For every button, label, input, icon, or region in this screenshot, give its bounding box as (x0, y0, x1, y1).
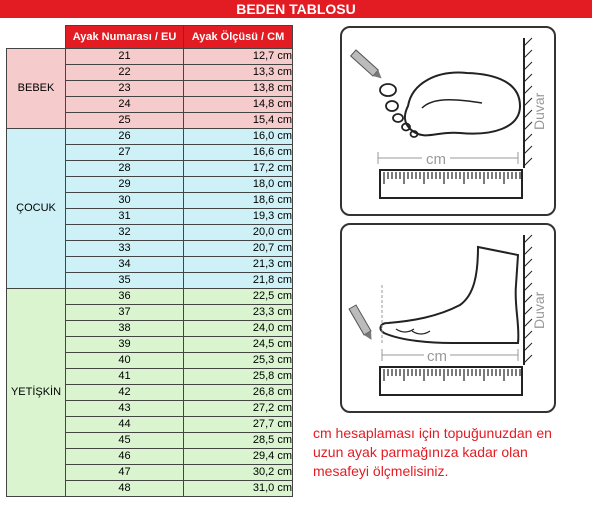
wall-label-bottom: Duvar (531, 291, 547, 329)
foot-side-view-illustration (342, 225, 554, 411)
eu-size-cell: 35 (66, 273, 184, 289)
cm-size-cell: 14,8 cm (184, 97, 293, 113)
cm-size-cell: 30,2 cm (184, 465, 293, 481)
top-view-panel (340, 26, 556, 216)
side-view-panel (340, 223, 556, 413)
cm-size-cell: 13,3 cm (184, 65, 293, 81)
cm-size-cell: 24,5 cm (184, 337, 293, 353)
eu-size-cell: 27 (66, 145, 184, 161)
eu-size-cell: 22 (66, 65, 184, 81)
cm-size-cell: 28,5 cm (184, 433, 293, 449)
table-row (7, 49, 293, 65)
cm-size-cell: 12,7 cm (184, 49, 293, 65)
cm-size-cell: 20,7 cm (184, 241, 293, 257)
cm-size-cell: 29,4 cm (184, 449, 293, 465)
header-blank (7, 26, 66, 49)
eu-size-cell: 42 (66, 385, 184, 401)
wall-label-top: Duvar (531, 92, 547, 130)
table-body (7, 49, 293, 497)
cm-size-cell: 19,3 cm (184, 209, 293, 225)
eu-size-cell: 33 (66, 241, 184, 257)
header-cm: Ayak Ölçüsü / CM (184, 26, 293, 49)
eu-size-cell: 23 (66, 81, 184, 97)
foot-top-view-illustration (342, 28, 554, 214)
eu-size-cell: 31 (66, 209, 184, 225)
cm-size-cell: 31,0 cm (184, 481, 293, 497)
eu-size-cell: 29 (66, 177, 184, 193)
cm-size-cell: 24,0 cm (184, 321, 293, 337)
cm-label-top: cm (426, 151, 446, 168)
eu-size-cell: 48 (66, 481, 184, 497)
cm-size-cell: 23,3 cm (184, 305, 293, 321)
cm-size-cell: 21,3 cm (184, 257, 293, 273)
cm-size-cell: 18,6 cm (184, 193, 293, 209)
table-row (7, 129, 293, 145)
cm-size-cell: 22,5 cm (184, 289, 293, 305)
cm-size-cell: 16,0 cm (184, 129, 293, 145)
group-label: YETİŞKİN (7, 289, 66, 497)
eu-size-cell: 46 (66, 449, 184, 465)
header-eu: Ayak Numarası / EU (66, 26, 184, 49)
eu-size-cell: 43 (66, 401, 184, 417)
table-header-row (7, 26, 293, 49)
eu-size-cell: 41 (66, 369, 184, 385)
cm-size-cell: 25,8 cm (184, 369, 293, 385)
eu-size-cell: 45 (66, 433, 184, 449)
measurement-note: cm hesaplaması için topuğunuzdan en uzun ayak parmağınıza kadar olan mesafeyi ölçmelisiniz. (313, 425, 552, 479)
size-table (6, 25, 293, 497)
cm-size-cell: 15,4 cm (184, 113, 293, 129)
eu-size-cell: 40 (66, 353, 184, 369)
eu-size-cell: 25 (66, 113, 184, 129)
eu-size-cell: 24 (66, 97, 184, 113)
group-label: BEBEK (7, 49, 66, 129)
cm-size-cell: 25,3 cm (184, 353, 293, 369)
cm-size-cell: 16,6 cm (184, 145, 293, 161)
cm-size-cell: 17,2 cm (184, 161, 293, 177)
cm-size-cell: 13,8 cm (184, 81, 293, 97)
eu-size-cell: 30 (66, 193, 184, 209)
cm-size-cell: 20,0 cm (184, 225, 293, 241)
page-title: BEDEN TABLOSU (0, 0, 592, 18)
cm-size-cell: 27,2 cm (184, 401, 293, 417)
eu-size-cell: 26 (66, 129, 184, 145)
eu-size-cell: 44 (66, 417, 184, 433)
eu-size-cell: 21 (66, 49, 184, 65)
eu-size-cell: 28 (66, 161, 184, 177)
eu-size-cell: 37 (66, 305, 184, 321)
group-label: ÇOCUK (7, 129, 66, 289)
eu-size-cell: 36 (66, 289, 184, 305)
eu-size-cell: 47 (66, 465, 184, 481)
eu-size-cell: 38 (66, 321, 184, 337)
cm-size-cell: 21,8 cm (184, 273, 293, 289)
cm-label-bottom: cm (427, 348, 447, 365)
cm-size-cell: 27,7 cm (184, 417, 293, 433)
table-row (7, 289, 293, 305)
eu-size-cell: 32 (66, 225, 184, 241)
cm-size-cell: 26,8 cm (184, 385, 293, 401)
eu-size-cell: 39 (66, 337, 184, 353)
eu-size-cell: 34 (66, 257, 184, 273)
cm-size-cell: 18,0 cm (184, 177, 293, 193)
